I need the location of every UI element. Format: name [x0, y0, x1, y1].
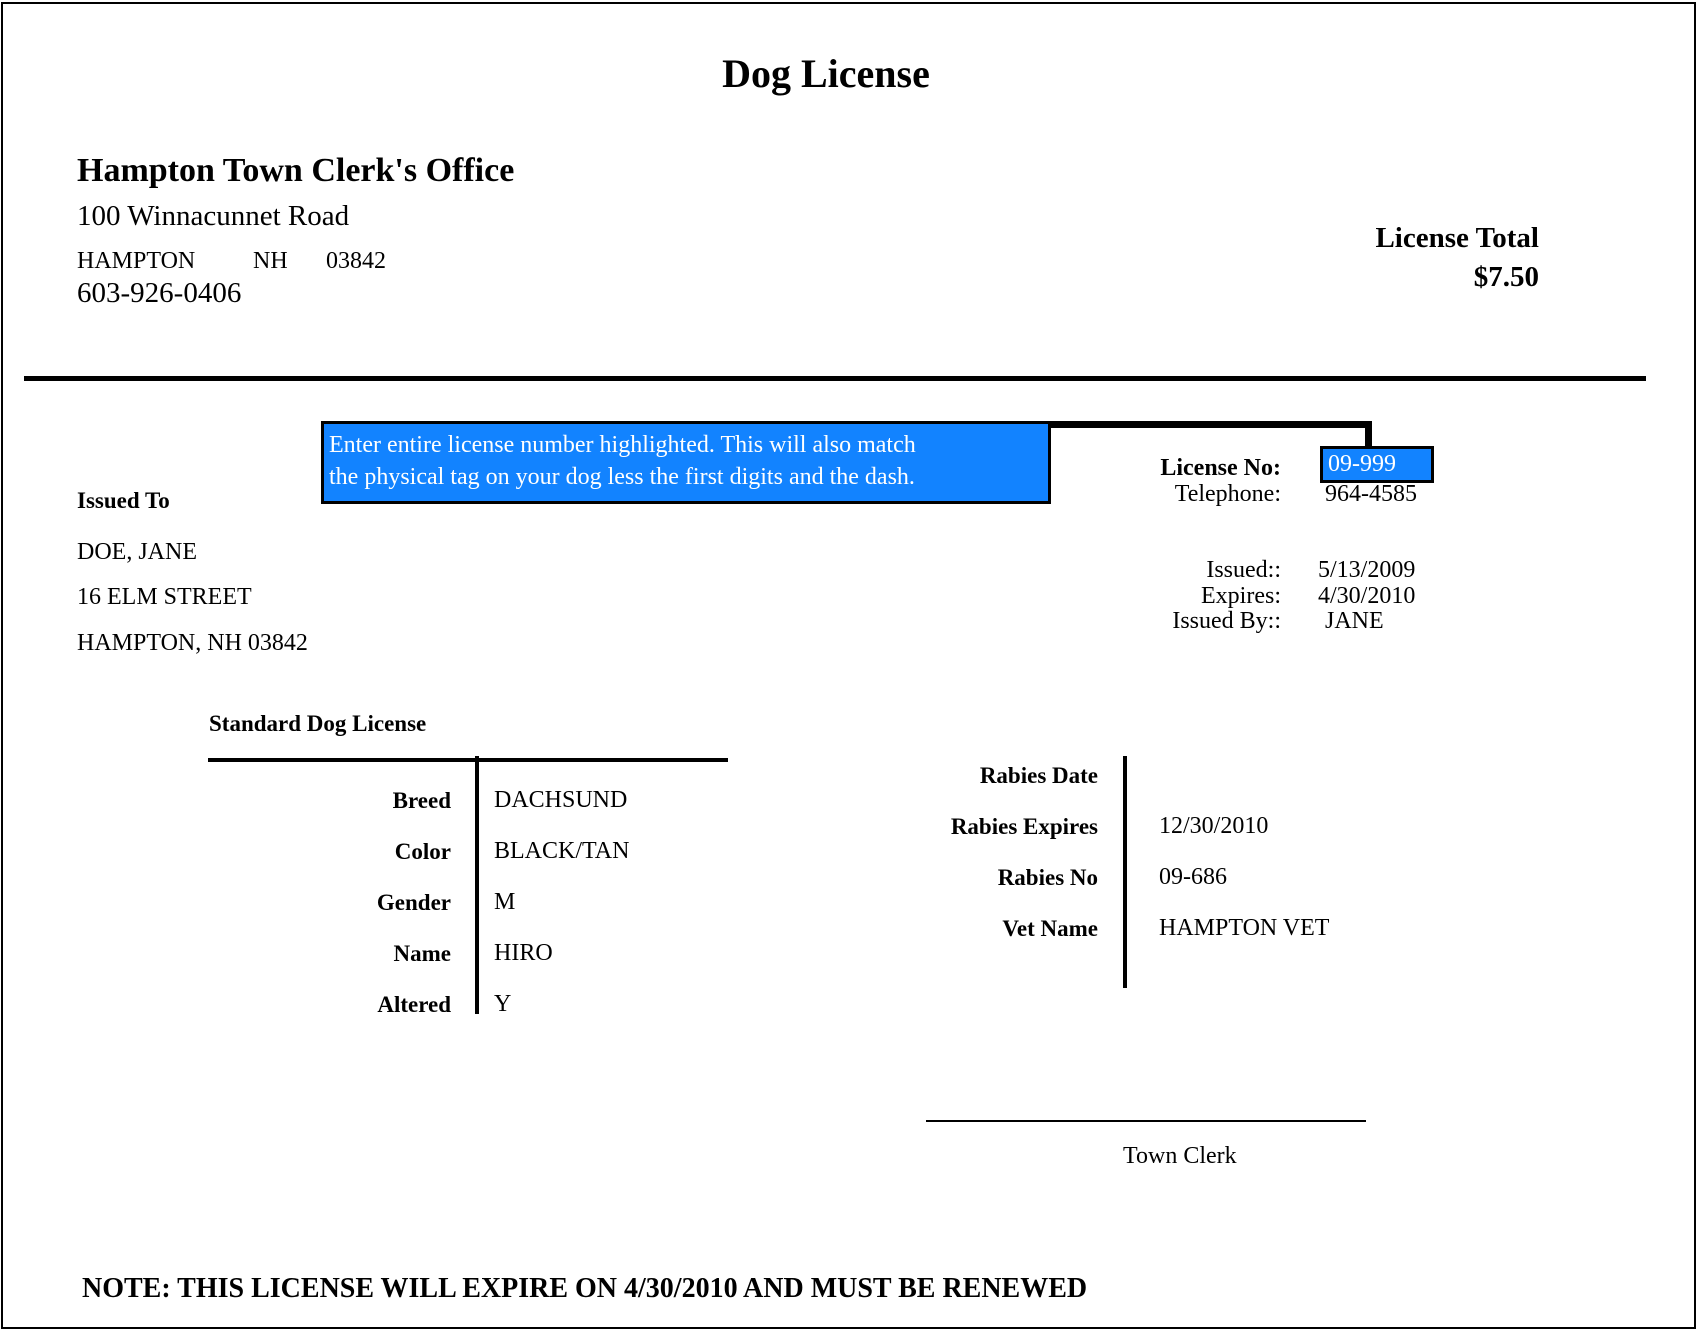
license-total-amount: $7.50: [1473, 261, 1539, 293]
callout-connector: [1050, 421, 1372, 428]
issued-label: Issued::: [1206, 557, 1281, 583]
header-divider: [24, 376, 1646, 381]
rabies-number-label: Rabies No: [997, 865, 1098, 890]
expires-label: Expires:: [1201, 583, 1281, 609]
dog-name-label: Name: [393, 941, 451, 966]
signature-line: [926, 1120, 1366, 1122]
breed-label: Breed: [392, 788, 451, 813]
issued-by-value: JANE: [1325, 608, 1384, 634]
office-name: Hampton Town Clerk's Office: [77, 152, 515, 189]
color-label: Color: [394, 839, 451, 864]
owner-city-line: HAMPTON, NH 03842: [77, 630, 308, 656]
gender-label: Gender: [376, 890, 451, 915]
issued-by-label: Issued By::: [1172, 608, 1281, 634]
breed-value: DACHSUND: [494, 787, 628, 813]
license-number-label: License No:: [1160, 455, 1281, 481]
telephone-value: 964-4585: [1325, 481, 1417, 507]
license-number-value: 09-999: [1328, 451, 1396, 477]
altered-label: Altered: [377, 992, 451, 1017]
signature-label: Town Clerk: [1123, 1143, 1237, 1169]
office-zip: 03842: [326, 248, 386, 274]
rabies-number-value: 09-686: [1159, 864, 1227, 890]
license-type-title: Standard Dog License: [209, 711, 427, 736]
callout-line-1: Enter entire license number highlighted. This will also match: [329, 432, 916, 458]
license-number-callout: [321, 421, 1051, 504]
vet-name-value: HAMPTON VET: [1159, 915, 1330, 941]
office-street: 100 Winnacunnet Road: [77, 200, 350, 232]
color-value: BLACK/TAN: [494, 838, 630, 864]
license-total-label: License Total: [1375, 222, 1539, 254]
callout-line-2: the physical tag on your dog less the first digits and the dash.: [329, 464, 915, 490]
issued-to-heading: Issued To: [77, 488, 170, 513]
rabies-date-label: Rabies Date: [979, 763, 1098, 788]
office-city: HAMPTON: [77, 248, 196, 274]
dog-table-divider: [208, 758, 728, 762]
gender-value: M: [494, 889, 516, 915]
owner-street: 16 ELM STREET: [77, 584, 252, 610]
page-title: Dog License: [722, 51, 930, 96]
expiration-note: NOTE: THIS LICENSE WILL EXPIRE ON 4/30/2010 AND MUST BE RENEWED: [82, 1273, 1088, 1304]
rabies-table-column-rule: [1123, 756, 1127, 988]
office-state: NH: [253, 248, 288, 274]
callout-connector-vertical: [1365, 421, 1372, 449]
rabies-expires-label: Rabies Expires: [950, 814, 1098, 839]
issued-date-value: 5/13/2009: [1318, 557, 1416, 583]
office-phone: 603-926-0406: [77, 277, 242, 309]
owner-name: DOE, JANE: [77, 539, 197, 565]
expires-date-value: 4/30/2010: [1318, 583, 1416, 609]
license-number-highlight: [1320, 446, 1434, 483]
dog-table-column-rule: [475, 756, 479, 1014]
altered-value: Y: [494, 991, 512, 1017]
dog-name-value: HIRO: [494, 940, 553, 966]
rabies-expires-value: 12/30/2010: [1159, 813, 1269, 839]
vet-name-label: Vet Name: [1002, 916, 1098, 941]
telephone-label: Telephone:: [1174, 481, 1281, 507]
